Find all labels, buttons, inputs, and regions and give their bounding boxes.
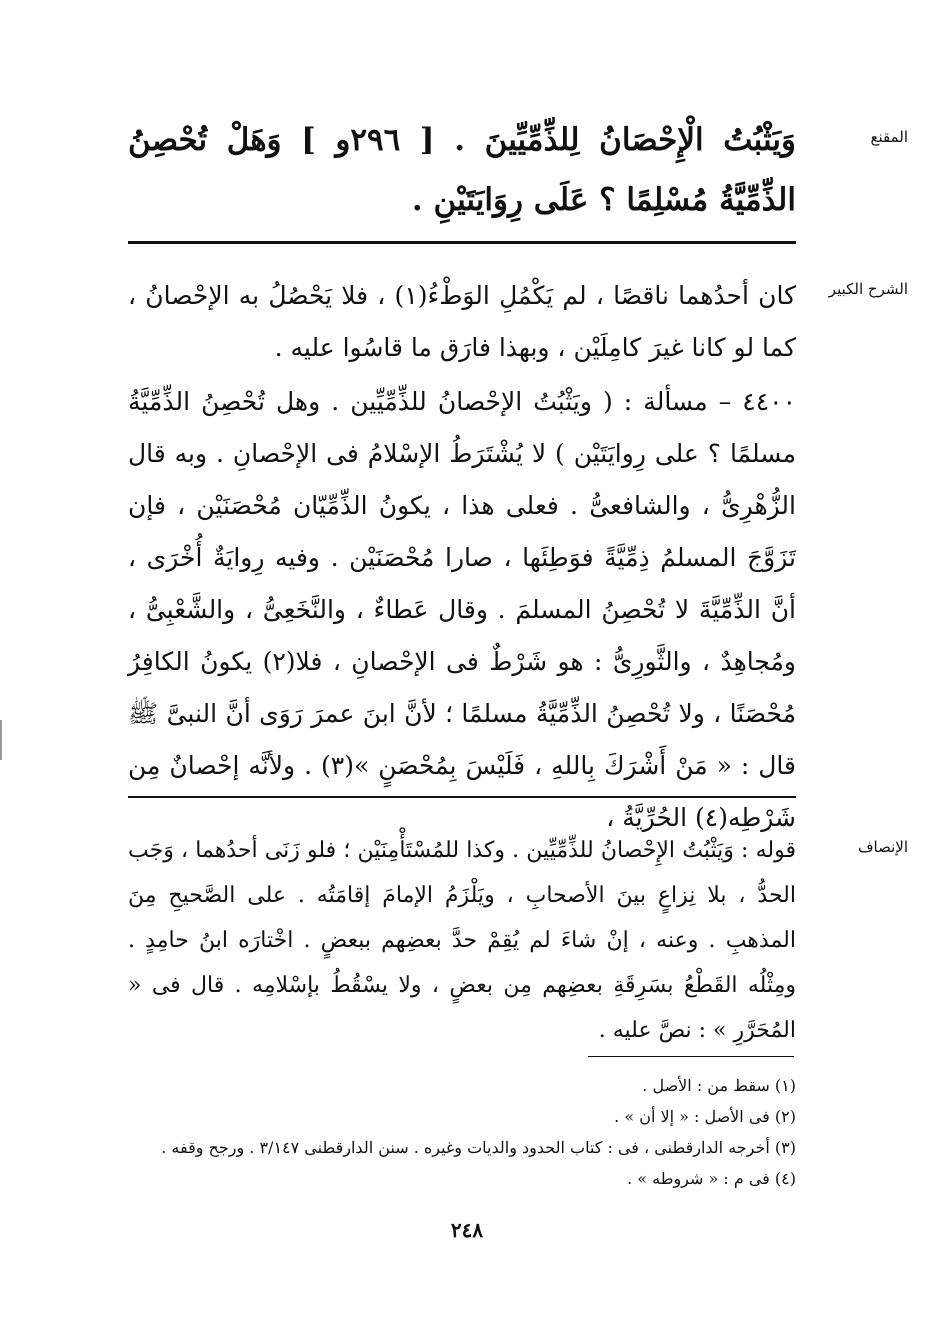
footnote-2: (٢) فى الأصل : « إلا أن » . (614, 1107, 796, 1126)
section-label-muqni: المقنع (870, 128, 908, 146)
section-label-insaf: الإنصاف (857, 838, 908, 856)
footnote-1: (١) سقط من : الأصل . (642, 1076, 796, 1095)
insaf-paragraph: قوله : وَيَثْبُتُ الإِحْصانُ للذِّمِّيِّين . وكذا للمُسْتَأْمِنَيْن ؛ فلو زَنَى أحدُهما ، وَجَب الحدُّ ، بلا نِزاعٍ بينَ الأصحابِ ، ويَلْزَمُ الإمامَ إقامَتُه . على الصَّحيحِ مِنَ المذهبِ . وعنه ، إنْ شاءَ لم يُقِمْ حدَّ بعضِهم ببعضٍ . اخْتارَه ابنُ حامِدٍ . ومِثْلُه القَطْعُ بسَرِقَةِ بعضِهم مِن بعضٍ ، ولا يسْقُطُ بإسْلامِه . قال فى « المُحَرَّرِ » : نصَّ عليه . (128, 838, 796, 1043)
section-label-sharh: الشرح الكبير (828, 280, 908, 298)
footnote-separator (588, 1056, 794, 1057)
footnote-3: (٣) أخرجه الدارقطنى ، فى : كتاب الحدود والديات وغيره . سنن الدارقطنى ٣/١٤٧ . ورجح وقفه . (161, 1138, 796, 1157)
muqni-paragraph: وَيَثْبُتُ الْإِحْصَانُ لِلذِّمِّيِّينَ . [ ٢٩٦و ] وَهَلْ تُحْصِنُ الذِّمِّيَّةُ مُسْلِمًا ؟ عَلَى رِوَايَتَيْنِ . (128, 122, 796, 218)
insaf-text-block (128, 828, 796, 1053)
section-divider-thick (128, 241, 796, 244)
sharh-text-block (128, 270, 796, 844)
muqni-text-block (128, 110, 796, 230)
scan-edge-mark (0, 720, 2, 760)
page-number: ٢٤٨ (450, 1218, 484, 1242)
footnote-4: (٤) فى م : « شروطه » . (627, 1169, 796, 1188)
section-divider-thin (128, 796, 796, 798)
sharh-paragraph-1: كان أحدُهما ناقصًا ، لم يَكْمُلِ الوَطْءُ(١) ، فلا يَحْصُلُ به الإحْصانُ ، كما لو كانا غيرَ كامِلَيْن ، وبهذا فارَق ما قاسُوا عليه . (128, 281, 796, 362)
footnotes (128, 1070, 796, 1194)
sharh-paragraph-2: ٤٤٠٠ – مسألة : ( ويَثْبُتُ الإحْصانُ للذِّمِّيِّين . وهل تُحْصِنُ الذِّمِّيَّةُ مسلمًا ؟ على رِوايَتَيْن ) لا يُشْتَرَطُ الإسْلامُ فى الإحْصانِ . وبه قال الزُّهْرِىُّ ، والشافعىُّ . فعلى هذا ، يكونُ الذِّمِّيّان مُحْصَنَيْن ، فإن تَزَوَّجَ المسلمُ ذِمِّيَّةً فوَطِئَها ، صارا مُحْصَنَيْن . وفيه رِوايَةٌ أُخْرَى ، أنَّ الذِّمِّيَّةَ لا تُحْصِنُ المسلمَ . وقال عَطاءٌ ، والنَّخَعِىُّ ، والشَّعْبِىُّ ، ومُجاهِدٌ ، والثَّورِىُّ : هو شَرْطٌ فى الإحْصانِ ، فلا(٢) يكونُ الكافِرُ مُحْصَنًا ، ولا تُحْصِنُ الذِّمِّيَّةُ مسلمًا ؛ لأنَّ ابنَ عمرَ رَوَى أنَّ النبىَّ ﷺ قال : « مَنْ أَشْرَكَ بِاللهِ ، فَلَيْسَ بِمُحْصَنٍ »(٣) . ولأنَّه إحْصانٌ مِن شَرْطِه(٤) الحُرِّيَّةُ ، (128, 387, 797, 832)
